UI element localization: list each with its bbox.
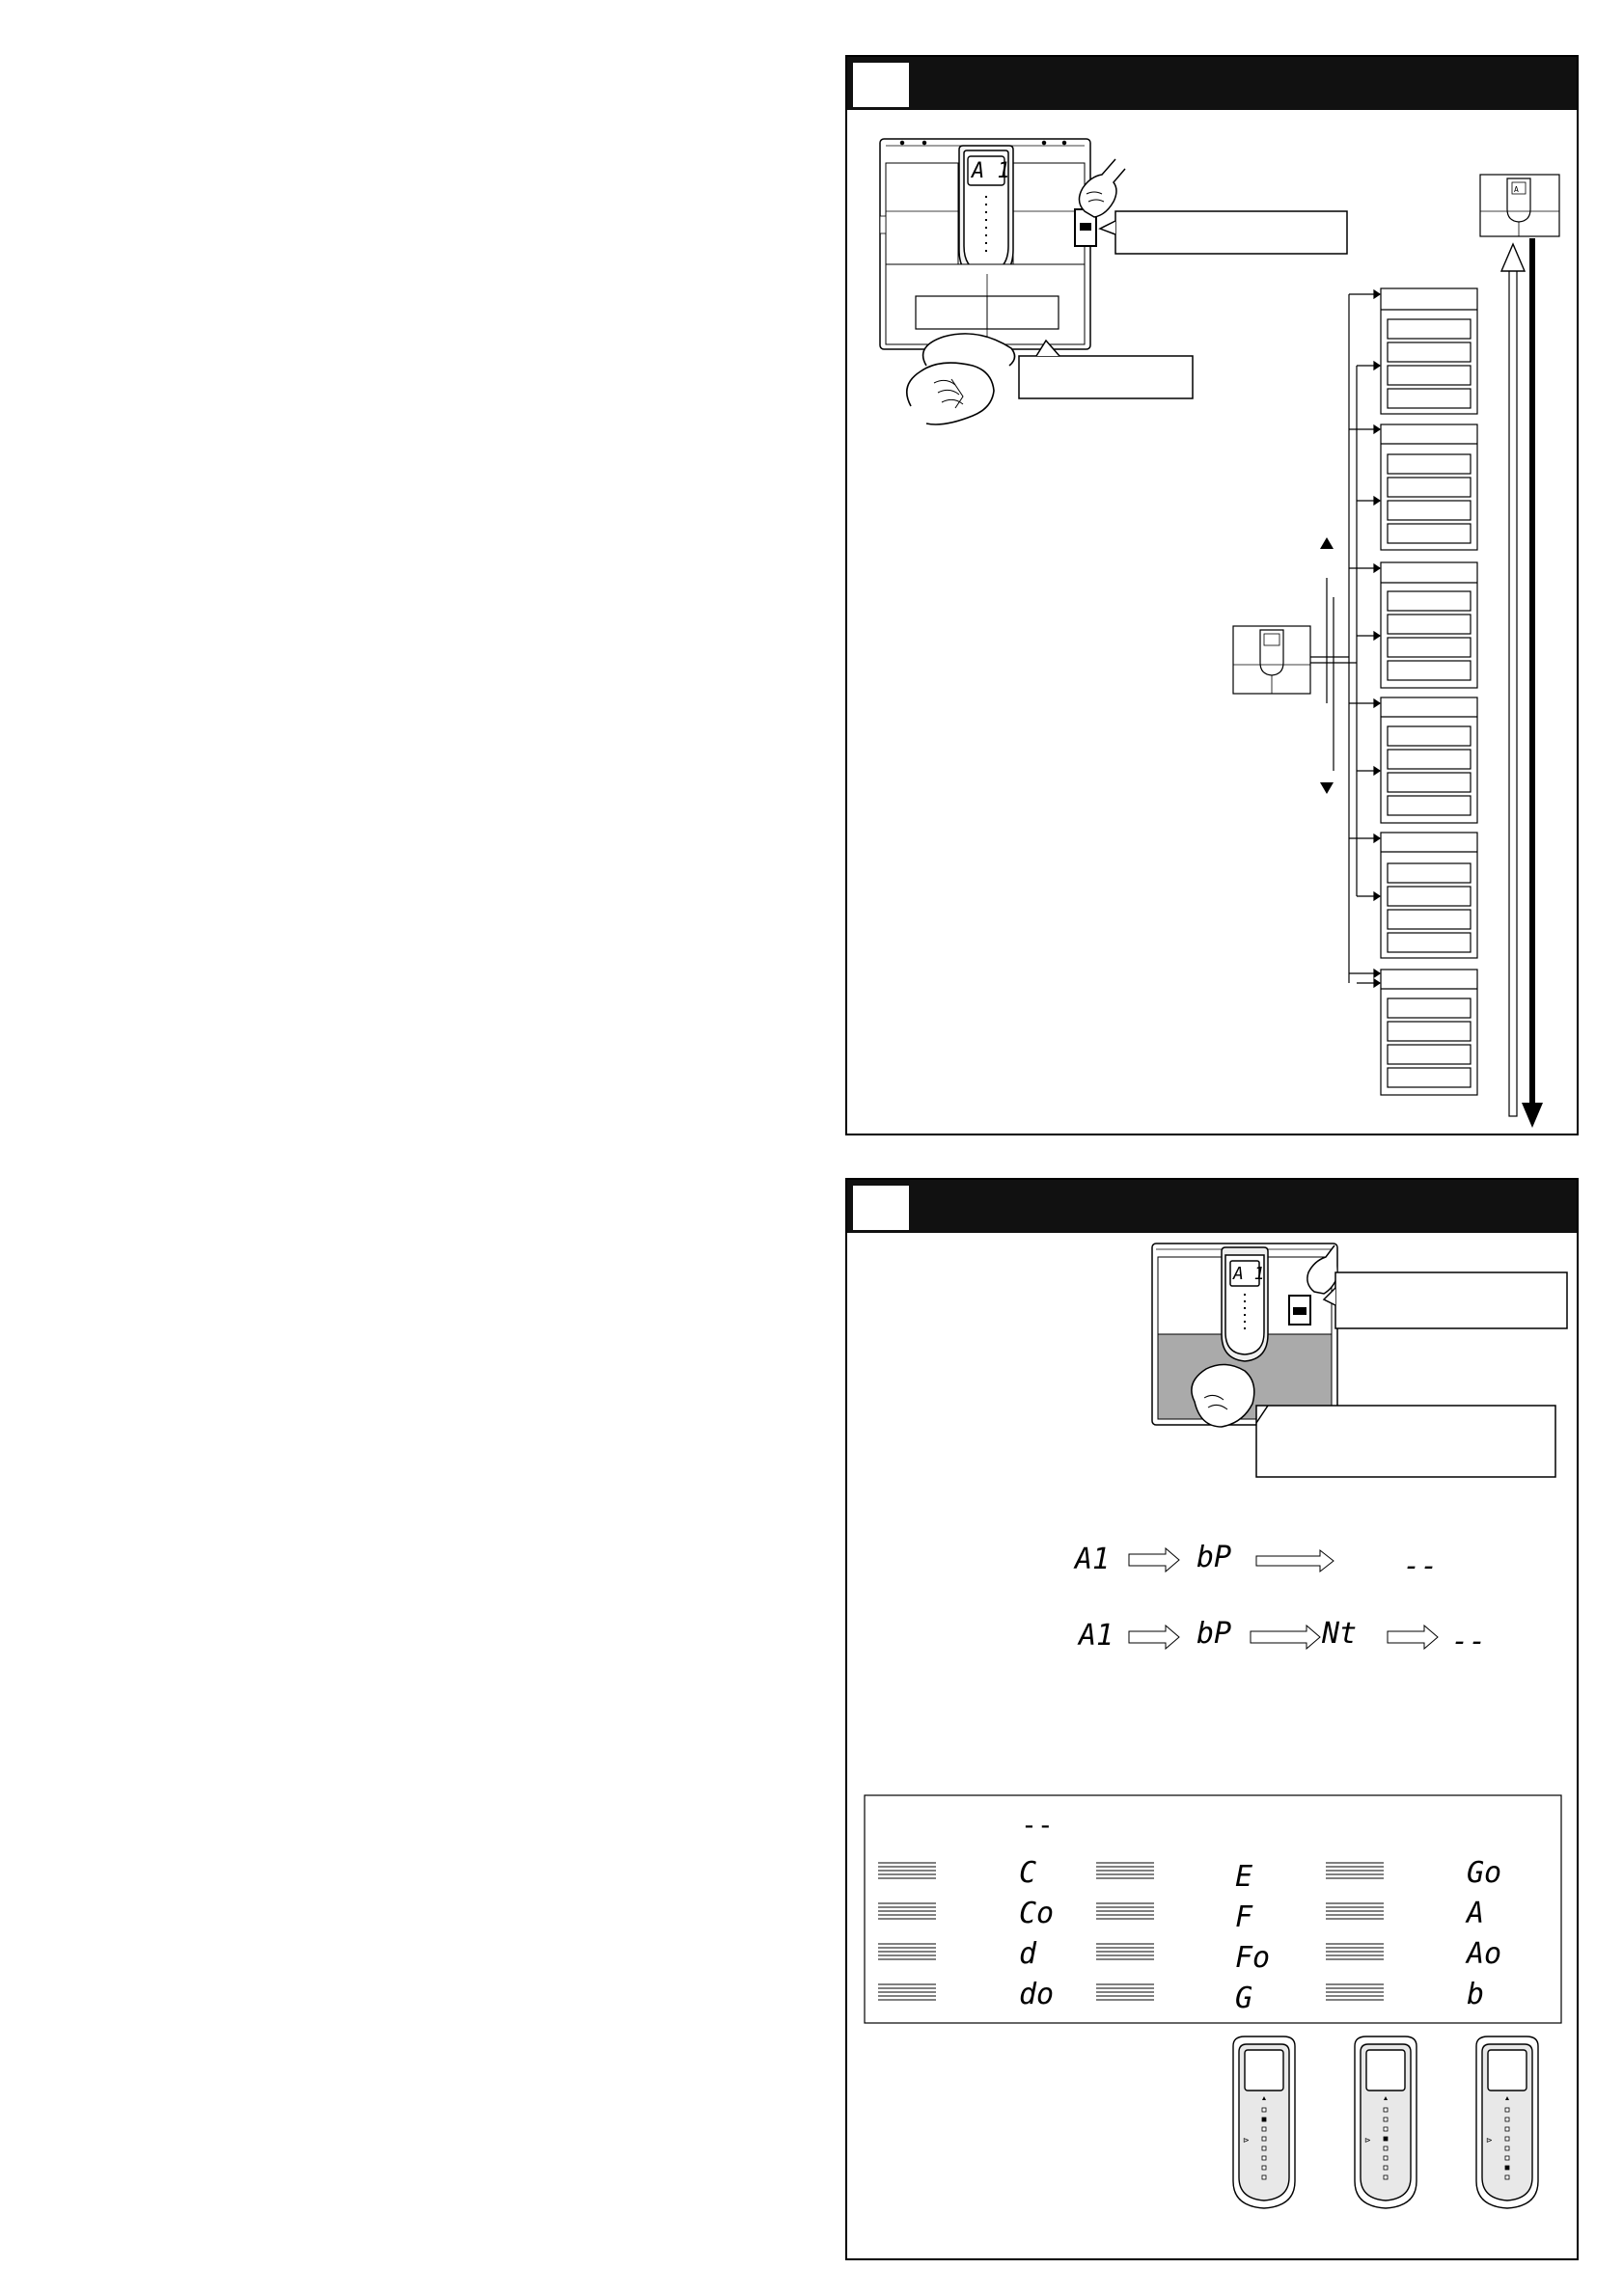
meter-device-3 [1476,2036,1538,2208]
svg-text:⊳: ⊳ [1486,2136,1493,2145]
small-device [1233,626,1310,694]
note-e: E [1235,1860,1253,1894]
note-d: d [1019,1937,1037,1971]
note-a: A [1467,1897,1485,1930]
seq2-nt: Nt [1322,1617,1358,1651]
long-arrows [1501,238,1543,1128]
meter-device-2 [1355,2036,1417,2208]
seq2-a1: A1 [1079,1619,1114,1653]
svg-text:⊳: ⊳ [1243,2136,1250,2145]
device-illustration-2 [1152,1244,1337,1427]
meter-device-icon [1480,175,1559,236]
svg-text:⊳: ⊳ [1364,2136,1371,2145]
chart-header: -- [1021,1809,1054,1841]
up-arrow-icon [1320,537,1334,549]
note-b: b [1467,1978,1485,2011]
seq1-a1: A1 [1075,1543,1111,1576]
mode-boxes [1381,288,1477,1095]
callout-button-2 [1324,1272,1567,1328]
note-c-sharp: Co [1019,1897,1055,1930]
svg-text:A 1: A 1 [1233,1264,1265,1284]
note-g-sharp: Go [1467,1856,1502,1890]
callout-pedal [1019,341,1193,398]
seq2-dash: -- [1451,1625,1487,1658]
note-d-sharp: do [1019,1978,1055,2011]
note-f-sharp: Fo [1235,1941,1271,1975]
panel-top [845,55,1579,1135]
display-sequence-1 [1073,1541,1438,1583]
note-f: F [1235,1900,1253,1934]
seq1-bp: bP [1197,1541,1232,1574]
meter-devices-row [1233,2036,1538,2208]
note-a-sharp: Ao [1467,1937,1502,1971]
meter-device-1 [1233,2036,1295,2208]
down-arrow-icon [1320,782,1334,794]
svg-text:A 1: A 1 [972,159,1010,183]
seq2-bp: bP [1197,1617,1232,1651]
panel-bottom-illustration [847,1180,1581,2262]
device-illustration [880,139,1096,349]
note-g: G [1235,1982,1253,2015]
note-c: C [1019,1856,1037,1890]
svg-text:A: A [1514,185,1519,194]
seq1-dash: -- [1403,1549,1439,1583]
panel-top-illustration [847,57,1581,1137]
note-chart [865,1795,1561,2023]
callout-button [1100,211,1347,254]
panel-bottom [845,1178,1579,2260]
display-sequence-2 [1077,1617,1486,1658]
callout-pedal-2 [1256,1406,1555,1477]
